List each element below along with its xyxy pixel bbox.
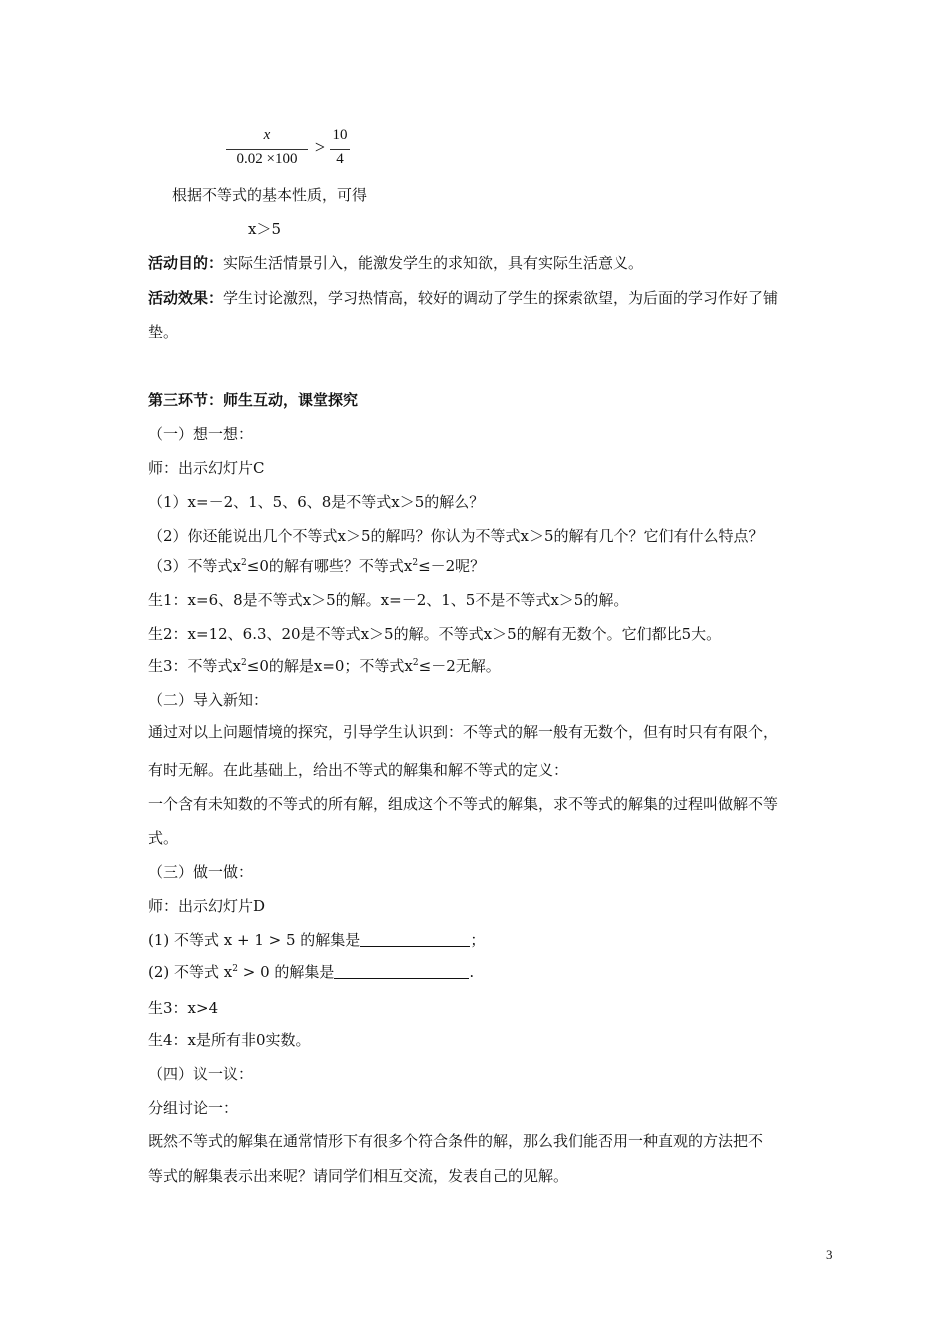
text-line: 垫。 <box>148 323 179 341</box>
text-line: （一）想一想： <box>148 425 254 443</box>
answer-blank <box>334 964 469 979</box>
text-line: （1）x=－2、1、5、6、8是不等式x＞5的解么？ <box>148 493 485 511</box>
fraction-left-denominator: 0.02 ×100 <box>236 151 298 167</box>
text-line <box>148 556 485 576</box>
superscript: 2 <box>412 558 419 568</box>
text-line: （二）导入新知： <box>148 691 269 709</box>
text-line: （三）做一做： <box>148 863 254 881</box>
text-line: 生1：x=6、8是不等式x＞5的解。x=－2、1、5不是不等式x＞5的解。 <box>148 591 629 609</box>
page-number: 3 <box>826 1247 833 1262</box>
text-line <box>148 288 778 308</box>
text-line <box>148 656 501 676</box>
superscript: 2 <box>412 658 419 668</box>
text-span: （3）不等式x <box>148 557 242 575</box>
section-heading: 第三环节：师生互动，课堂探究 <box>148 391 359 409</box>
text-span: ≤－2呢？ <box>418 557 486 575</box>
fraction-formula <box>226 127 356 171</box>
text-span: (2) 不等式 x <box>148 963 233 981</box>
text-line <box>148 962 474 982</box>
text-span: (1) 不等式 x + 1 > 5 的解集是 <box>148 931 361 949</box>
text-span: ； <box>470 931 486 949</box>
text-line: 生2：x=12、6.3、20是不等式x＞5的解。不等式x＞5的解有无数个。它们都比5大。 <box>148 625 722 643</box>
superscript: 2 <box>241 558 247 568</box>
text-line: x＞5 <box>248 220 282 238</box>
text-span: 学生讨论激烈，学习热情高，较好的调动了学生的探索欲望，为后面的学习作好了铺 <box>223 289 779 307</box>
text-line <box>148 253 643 273</box>
text-line: 有时无解。在此基础上，给出不等式的解集和解不等式的定义： <box>148 761 569 779</box>
text-span: > 0 的解集是 <box>237 963 335 981</box>
text-line: 师：出示幻灯片C <box>148 459 265 477</box>
text-line <box>148 930 485 950</box>
text-line: 分组讨论一： <box>148 1099 239 1117</box>
fraction-left-bar <box>226 149 308 150</box>
text-span: 生3：不等式x <box>148 657 242 675</box>
text-span: ≤0的解有哪些？不等式x <box>246 557 413 575</box>
text-span: . <box>469 963 475 981</box>
fraction-right-numerator: 10 <box>332 127 348 143</box>
text-line: 一个含有未知数的不等式的所有解，组成这个不等式的解集，求不等式的解集的过程叫做解不等 <box>148 795 779 813</box>
text-span: ≤0的解是x=0；不等式x <box>246 657 413 675</box>
text-line: 式。 <box>148 829 179 847</box>
text-line: 师：出示幻灯片D <box>148 897 266 915</box>
text-span: ≤－2无解。 <box>418 657 501 675</box>
superscript: 2 <box>241 658 247 668</box>
text-line: 生3：x>4 <box>148 999 219 1017</box>
text-span: 实际生活情景引入，能激发学生的求知欲，具有实际生活意义。 <box>223 254 644 272</box>
text-line: 生4：x是所有非0实数。 <box>148 1031 311 1049</box>
fraction-right-denominator: 4 <box>336 151 344 167</box>
label-bold: 活动目的： <box>148 254 224 272</box>
text-line: 等式的解集表示出来呢？请同学们相互交流，发表自己的见解。 <box>148 1167 569 1185</box>
text-line: （四）议一议： <box>148 1065 254 1083</box>
fraction-right-bar <box>330 149 350 150</box>
text-line: 根据不等式的基本性质，可得 <box>172 186 368 204</box>
text-line: （2）你还能说出几个不等式x＞5的解吗？你认为不等式x＞5的解有几个？它们有什么特点？ <box>148 527 764 545</box>
inequality-operator: > <box>314 137 326 157</box>
text-line: 通过对以上问题情境的探究，引导学生认识到：不等式的解一般有无数个，但有时只有有限个， <box>148 723 779 741</box>
label-bold: 活动效果： <box>148 289 224 307</box>
answer-blank <box>360 932 470 947</box>
fraction-left-numerator: x <box>263 127 271 143</box>
text-line: 既然不等式的解集在通常情形下有很多个符合条件的解，那么我们能否用一种直观的方法把不 <box>148 1132 764 1150</box>
superscript: 2 <box>232 964 238 974</box>
